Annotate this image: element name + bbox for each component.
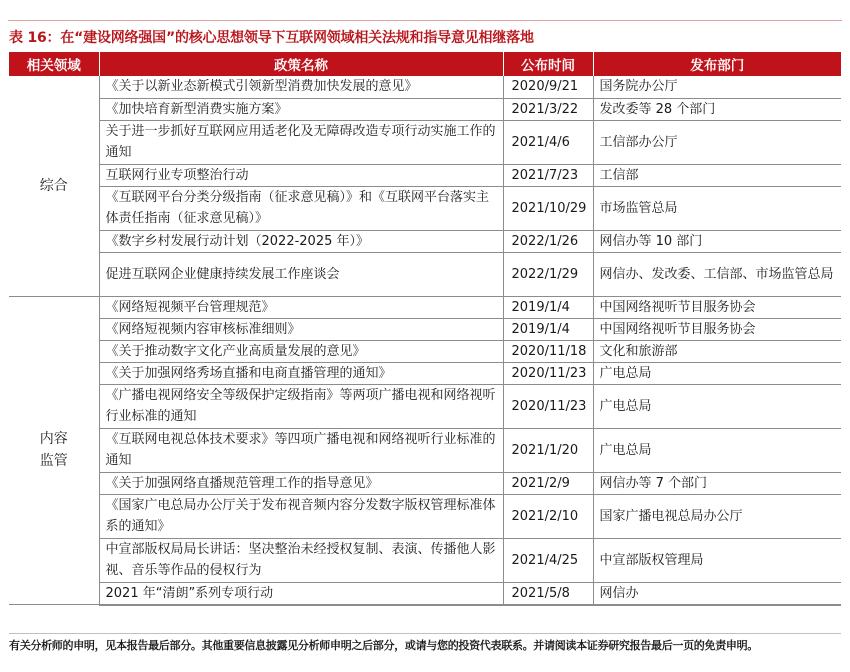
header-row <box>9 52 841 76</box>
top-rule <box>8 20 842 21</box>
table-row <box>9 582 841 605</box>
policy-name: 《关于以新业态新模式引领新型消费加快发展的意见》 <box>99 76 503 98</box>
publish-date: 2021/1/20 <box>503 428 593 472</box>
table-row <box>9 76 841 98</box>
policy-name: 《网络短视频平台管理规范》 <box>99 296 503 318</box>
publish-date: 2021/2/9 <box>503 472 593 494</box>
header-category: 相关领域 <box>9 52 99 76</box>
header-policy: 政策名称 <box>99 52 503 76</box>
table-row <box>9 186 841 230</box>
table-row <box>9 340 841 362</box>
table-row <box>9 98 841 120</box>
issuing-dept: 工信部 <box>593 164 841 186</box>
publish-date: 2020/11/23 <box>503 362 593 384</box>
category-content-line2: 监管 <box>39 453 68 470</box>
policy-name: 互联网行业专项整治行动 <box>99 164 503 186</box>
table-row <box>9 472 841 494</box>
policy-name: 《关于加强网络秀场直播和电商直播管理的通知》 <box>99 362 503 384</box>
policy-name: 促进互联网企业健康持续发展工作座谈会 <box>99 252 503 296</box>
issuing-dept: 网信办等 7 个部门 <box>593 472 841 494</box>
issuing-dept: 广电总局 <box>593 362 841 384</box>
policy-name: 《网络短视频内容审核标准细则》 <box>99 318 503 340</box>
table-row <box>9 538 841 582</box>
policy-name: 《关于加强网络直播规范管理工作的指导意见》 <box>99 472 503 494</box>
table-row <box>9 230 841 252</box>
table-row <box>9 318 841 340</box>
category-comprehensive: 综合 <box>9 76 99 296</box>
issuing-dept: 国家广播电视总局办公厅 <box>593 494 841 538</box>
issuing-dept: 国务院办公厅 <box>593 76 841 98</box>
policy-name: 《广播电视网络安全等级保护定级指南》等两项广播电视和网络视听行业标准的通知 <box>99 384 503 428</box>
publish-date: 2021/4/6 <box>503 120 593 164</box>
table-row <box>9 164 841 186</box>
issuing-dept: 广电总局 <box>593 384 841 428</box>
policy-name: 《互联网电视总体技术要求》等四项广播电视和网络视听行业标准的通知 <box>99 428 503 472</box>
policy-name: 《关于推动数字文化产业高质量发展的意见》 <box>99 340 503 362</box>
policy-name: 《数字乡村发展行动计划（2022-2025 年）》 <box>99 230 503 252</box>
publish-date: 2020/11/23 <box>503 384 593 428</box>
publish-date: 2021/4/25 <box>503 538 593 582</box>
table-row <box>9 494 841 538</box>
issuing-dept: 网信办等 10 部门 <box>593 230 841 252</box>
issuing-dept: 中宣部版权管理局 <box>593 538 841 582</box>
disclaimer-footer: 有关分析师的申明，见本报告最后部分。其他重要信息披露见分析师申明之后部分，或请与您的投资代表联系。并请阅读本证券研究报告最后一页的免责申明。 <box>9 633 841 653</box>
publish-date: 2019/1/4 <box>503 318 593 340</box>
publish-date: 2021/3/22 <box>503 98 593 120</box>
table-row <box>9 296 841 318</box>
table-caption: 表 16：在“建设网络强国”的核心思想领导下互联网领域相关法规和指导意见相继落地 <box>9 30 534 46</box>
table-row <box>9 362 841 384</box>
publish-date: 2022/1/29 <box>503 252 593 296</box>
issuing-dept: 网信办、发改委、工信部、市场监管总局 <box>593 252 841 296</box>
publish-date: 2022/1/26 <box>503 230 593 252</box>
issuing-dept: 网信办 <box>593 582 841 605</box>
policy-name: 《互联网平台分类分级指南（征求意见稿）》和《互联网平台落实主体责任指南（征求意见稿）》 <box>99 186 503 230</box>
category-content-regulation <box>9 296 99 605</box>
publish-date: 2021/10/29 <box>503 186 593 230</box>
issuing-dept: 工信部办公厅 <box>593 120 841 164</box>
publish-date: 2019/1/4 <box>503 296 593 318</box>
header-date: 公布时间 <box>503 52 593 76</box>
policy-table <box>9 52 841 606</box>
policy-name: 《国家广电总局办公厅关于发布视音频内容分发数字版权管理标准体系的通知》 <box>99 494 503 538</box>
publish-date: 2021/2/10 <box>503 494 593 538</box>
publish-date: 2020/11/18 <box>503 340 593 362</box>
publish-date: 2020/9/21 <box>503 76 593 98</box>
category-content-line1: 内容 <box>39 431 68 448</box>
table-row <box>9 252 841 296</box>
table-row <box>9 120 841 164</box>
publish-date: 2021/5/8 <box>503 582 593 605</box>
issuing-dept: 中国网络视听节目服务协会 <box>593 318 841 340</box>
issuing-dept: 市场监管总局 <box>593 186 841 230</box>
policy-name: 关于进一步抓好互联网应用适老化及无障碍改造专项行动实施工作的通知 <box>99 120 503 164</box>
publish-date: 2021/7/23 <box>503 164 593 186</box>
issuing-dept: 广电总局 <box>593 428 841 472</box>
policy-name: 《加快培育新型消费实施方案》 <box>99 98 503 120</box>
issuing-dept: 发改委等 28 个部门 <box>593 98 841 120</box>
policy-name: 2021 年“清朗”系列专项行动 <box>99 582 503 605</box>
issuing-dept: 中国网络视听节目服务协会 <box>593 296 841 318</box>
policy-name: 中宣部版权局局长讲话：坚决整治未经授权复制、表演、传播他人影视、音乐等作品的侵权行为 <box>99 538 503 582</box>
table-row <box>9 384 841 428</box>
header-dept: 发布部门 <box>593 52 841 76</box>
table-row <box>9 428 841 472</box>
issuing-dept: 文化和旅游部 <box>593 340 841 362</box>
